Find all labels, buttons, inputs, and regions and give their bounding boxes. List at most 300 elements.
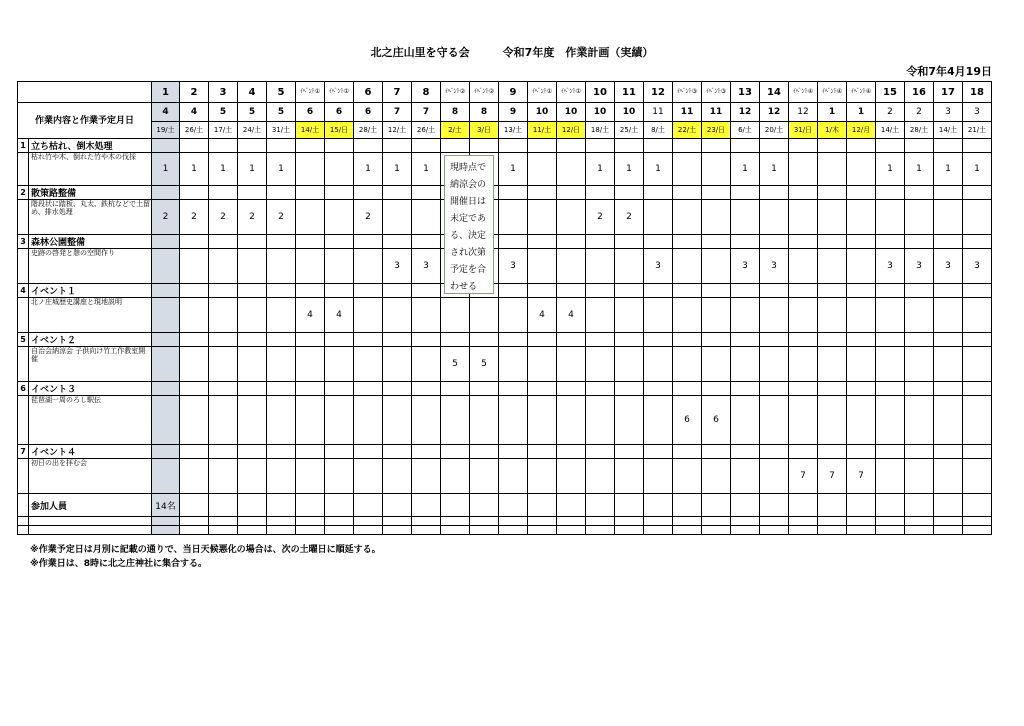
column-head: 16 <box>905 82 934 103</box>
month-cell: 1 <box>818 103 847 122</box>
empty-cell <box>586 186 615 200</box>
plan-cell <box>731 459 760 494</box>
empty-cell <box>209 186 238 200</box>
empty-cell <box>847 333 876 347</box>
footnote-2: ※作業日は、8時に北之庄神社に集合する。 <box>30 559 208 569</box>
date-cell: 8/土 <box>644 122 673 139</box>
empty-cell <box>760 235 789 249</box>
plan-cell: 2 <box>209 200 238 235</box>
date-cell: 3/日 <box>470 122 499 139</box>
participants-cell <box>615 494 644 517</box>
plan-cell <box>238 298 267 333</box>
empty-cell <box>673 186 702 200</box>
column-head: 3 <box>209 82 238 103</box>
empty-cell <box>412 186 441 200</box>
plan-cell: 2 <box>152 200 180 235</box>
empty-cell <box>702 333 731 347</box>
empty-cell <box>470 382 499 396</box>
empty-cell <box>876 517 905 526</box>
empty-cell <box>152 526 180 535</box>
month-row <box>18 103 992 122</box>
participants-label: 参加人員 <box>29 494 152 517</box>
plan-cell <box>731 298 760 333</box>
empty-cell <box>905 517 934 526</box>
month-cell: 6 <box>354 103 383 122</box>
column-head: 10 <box>586 82 615 103</box>
empty-cell <box>18 298 29 333</box>
empty-cell <box>383 526 412 535</box>
column-head: 6 <box>354 82 383 103</box>
empty-cell <box>615 333 644 347</box>
column-head: 11 <box>615 82 644 103</box>
empty-cell <box>760 445 789 459</box>
empty-cell <box>557 235 586 249</box>
empty-cell <box>528 235 557 249</box>
empty-cell <box>180 526 209 535</box>
empty-cell <box>905 284 934 298</box>
plan-cell <box>963 396 992 445</box>
column-head: 4 <box>238 82 267 103</box>
participants-cell <box>267 494 296 517</box>
plan-cell <box>412 298 441 333</box>
plan-cell <box>354 249 383 284</box>
empty-cell <box>18 396 29 445</box>
plan-cell: 1 <box>876 153 905 186</box>
empty-cell <box>296 139 325 153</box>
date-cell: 18/土 <box>586 122 615 139</box>
month-cell: 12 <box>760 103 789 122</box>
empty-cell <box>267 517 296 526</box>
empty-cell <box>152 382 180 396</box>
empty-cell <box>238 284 267 298</box>
empty-cell <box>296 382 325 396</box>
plan-cell <box>847 200 876 235</box>
empty-cell <box>325 284 354 298</box>
header-blank <box>18 82 152 103</box>
plan-cell <box>760 298 789 333</box>
empty-cell <box>209 333 238 347</box>
empty-cell <box>673 445 702 459</box>
empty-cell <box>441 333 470 347</box>
empty-cell <box>238 526 267 535</box>
plan-cell <box>818 200 847 235</box>
empty-cell <box>470 526 499 535</box>
plan-cell: 3 <box>760 249 789 284</box>
plan-cell: 3 <box>412 249 441 284</box>
empty-cell <box>29 517 152 526</box>
plan-cell: 1 <box>731 153 760 186</box>
date-cell: 12/土 <box>383 122 412 139</box>
empty-cell <box>180 382 209 396</box>
empty-cell <box>499 235 528 249</box>
section-detail-row <box>18 459 992 494</box>
section-description: 史跡の啓発と憩の空間作り <box>29 249 152 284</box>
empty-cell <box>412 235 441 249</box>
plan-cell: 1 <box>238 153 267 186</box>
empty-cell <box>267 382 296 396</box>
plan-cell <box>499 298 528 333</box>
plan-cell: 3 <box>905 249 934 284</box>
empty-cell <box>644 382 673 396</box>
empty-cell <box>731 333 760 347</box>
empty-cell <box>470 139 499 153</box>
empty-cell <box>760 333 789 347</box>
plan-cell <box>412 200 441 235</box>
section-title: 立ち枯れ、倒木処理 <box>29 139 152 153</box>
header-label: 作業内容と作業予定月日 <box>18 103 152 139</box>
empty-cell <box>325 382 354 396</box>
month-cell: 4 <box>152 103 180 122</box>
plan-cell: 3 <box>383 249 412 284</box>
empty-cell <box>615 186 644 200</box>
empty-cell <box>383 139 412 153</box>
plan-cell <box>760 347 789 382</box>
empty-cell <box>586 382 615 396</box>
plan-cell <box>731 200 760 235</box>
empty-cell <box>789 517 818 526</box>
empty-cell <box>789 526 818 535</box>
footnote-1: ※作業予定日は月別に記載の通りで、当日天候悪化の場合は、次の土曜日に順延する。 <box>30 545 381 555</box>
plan-cell <box>876 298 905 333</box>
plan-cell <box>528 153 557 186</box>
empty-cell <box>499 139 528 153</box>
plan-cell <box>760 459 789 494</box>
participants-cell <box>296 494 325 517</box>
empty-cell <box>644 139 673 153</box>
empty-cell <box>934 186 963 200</box>
section-title: イベント１ <box>29 284 152 298</box>
plan-cell: 1 <box>152 153 180 186</box>
plan-cell: 2 <box>238 200 267 235</box>
empty-cell <box>18 494 29 517</box>
plan-cell <box>934 459 963 494</box>
column-head: ｲﾍﾞﾝﾄ① <box>325 82 354 103</box>
plan-cell <box>847 153 876 186</box>
month-cell: 8 <box>441 103 470 122</box>
empty-cell <box>702 517 731 526</box>
date-cell: 2/土 <box>441 122 470 139</box>
plan-cell <box>238 347 267 382</box>
empty-cell <box>760 382 789 396</box>
plan-cell: 1 <box>412 153 441 186</box>
empty-cell <box>789 284 818 298</box>
plan-cell <box>354 347 383 382</box>
empty-cell <box>354 382 383 396</box>
empty-cell <box>296 445 325 459</box>
empty-cell <box>818 382 847 396</box>
date-cell: 15/日 <box>325 122 354 139</box>
empty-cell <box>731 284 760 298</box>
empty-cell <box>731 445 760 459</box>
participants-cell <box>731 494 760 517</box>
empty-cell <box>412 526 441 535</box>
empty-cell <box>238 186 267 200</box>
plan-cell: 4 <box>528 298 557 333</box>
empty-cell <box>383 235 412 249</box>
plan-cell: 1 <box>586 153 615 186</box>
plan-cell <box>586 396 615 445</box>
empty-cell <box>615 235 644 249</box>
section-title: イベント２ <box>29 333 152 347</box>
plan-cell <box>180 396 209 445</box>
month-cell: 10 <box>528 103 557 122</box>
plan-cell <box>760 200 789 235</box>
empty-cell <box>18 249 29 284</box>
plan-cell <box>905 396 934 445</box>
month-cell: 11 <box>702 103 731 122</box>
plan-cell <box>557 200 586 235</box>
plan-cell <box>528 396 557 445</box>
empty-cell <box>934 526 963 535</box>
section-description: 北ノ庄城歴史講座と現地説明 <box>29 298 152 333</box>
empty-cell <box>528 139 557 153</box>
empty-cell <box>760 139 789 153</box>
section-detail-row <box>18 200 992 235</box>
empty-cell <box>354 139 383 153</box>
month-cell: 6 <box>325 103 354 122</box>
participants-cell <box>325 494 354 517</box>
date-cell: 11/土 <box>528 122 557 139</box>
plan-cell <box>354 459 383 494</box>
column-head: 13 <box>731 82 760 103</box>
plan-cell: 1 <box>934 153 963 186</box>
plan-cell <box>238 459 267 494</box>
section-title-row <box>18 139 992 153</box>
empty-cell <box>267 186 296 200</box>
plan-cell: 1 <box>180 153 209 186</box>
plan-cell: 2 <box>354 200 383 235</box>
plan-cell <box>731 347 760 382</box>
plan-cell: 5 <box>470 347 499 382</box>
plan-cell <box>702 459 731 494</box>
empty-cell <box>412 284 441 298</box>
empty-cell <box>557 382 586 396</box>
month-cell: 11 <box>673 103 702 122</box>
empty-cell <box>789 382 818 396</box>
plan-cell <box>615 396 644 445</box>
empty-cell <box>963 445 992 459</box>
empty-cell <box>876 526 905 535</box>
plan-cell <box>557 153 586 186</box>
empty-cell <box>209 284 238 298</box>
empty-cell <box>586 333 615 347</box>
empty-cell <box>702 186 731 200</box>
participants-cell <box>383 494 412 517</box>
plan-cell <box>789 396 818 445</box>
month-cell: 10 <box>615 103 644 122</box>
plan-cell <box>934 347 963 382</box>
empty-cell <box>963 517 992 526</box>
date-cell: 26/土 <box>412 122 441 139</box>
empty-cell <box>818 333 847 347</box>
plan-cell <box>180 347 209 382</box>
plan-cell <box>586 459 615 494</box>
empty-cell <box>18 200 29 235</box>
empty-cell <box>702 445 731 459</box>
empty-cell <box>818 139 847 153</box>
empty-cell <box>412 139 441 153</box>
plan-cell: 1 <box>354 153 383 186</box>
plan-cell <box>615 347 644 382</box>
date-cell: 22/土 <box>673 122 702 139</box>
footnotes <box>30 543 381 571</box>
plan-cell <box>702 200 731 235</box>
empty-cell <box>528 284 557 298</box>
plan-cell <box>615 459 644 494</box>
plan-cell: 6 <box>702 396 731 445</box>
plan-cell <box>673 153 702 186</box>
empty-cell <box>383 517 412 526</box>
empty-cell <box>673 382 702 396</box>
month-cell: 5 <box>209 103 238 122</box>
plan-cell <box>267 298 296 333</box>
plan-cell <box>441 459 470 494</box>
section-number: 6 <box>18 382 29 396</box>
empty-cell <box>789 139 818 153</box>
participants-cell <box>673 494 702 517</box>
plan-cell <box>383 396 412 445</box>
date-cell: 23/日 <box>702 122 731 139</box>
empty-cell <box>152 186 180 200</box>
participants-cell <box>847 494 876 517</box>
empty-cell <box>354 517 383 526</box>
empty-cell <box>876 382 905 396</box>
empty-cell <box>296 186 325 200</box>
plan-cell <box>789 153 818 186</box>
empty-cell <box>180 139 209 153</box>
plan-cell <box>267 396 296 445</box>
plan-cell <box>383 200 412 235</box>
empty-cell <box>267 235 296 249</box>
plan-cell <box>180 249 209 284</box>
empty-cell <box>934 445 963 459</box>
month-cell: 11 <box>644 103 673 122</box>
empty-cell <box>152 445 180 459</box>
plan-cell <box>818 153 847 186</box>
plan-cell <box>644 396 673 445</box>
month-cell: 3 <box>934 103 963 122</box>
empty-cell <box>267 284 296 298</box>
empty-cell <box>789 333 818 347</box>
plan-cell <box>325 459 354 494</box>
empty-cell <box>354 333 383 347</box>
plan-cell: 1 <box>615 153 644 186</box>
plan-cell <box>557 347 586 382</box>
callout-note: 現時点で納涼会の開催日は未定である、決定され次第予定を合わせる <box>444 155 494 294</box>
empty-cell <box>847 284 876 298</box>
empty-cell <box>354 526 383 535</box>
empty-cell <box>673 526 702 535</box>
plan-cell <box>325 347 354 382</box>
plan-cell <box>296 153 325 186</box>
empty-cell <box>18 153 29 186</box>
empty-cell <box>702 139 731 153</box>
date-cell: 12/日 <box>557 122 586 139</box>
empty-cell <box>296 284 325 298</box>
plan-cell <box>499 200 528 235</box>
section-detail-row <box>18 153 992 186</box>
plan-cell <box>180 298 209 333</box>
plan-cell <box>528 347 557 382</box>
column-head: ｲﾍﾞﾝﾄ② <box>441 82 470 103</box>
empty-cell <box>760 526 789 535</box>
empty-cell <box>528 382 557 396</box>
plan-cell <box>644 459 673 494</box>
plan-cell: 1 <box>209 153 238 186</box>
empty-cell <box>267 445 296 459</box>
plan-cell <box>180 459 209 494</box>
date-cell: 24/土 <box>238 122 267 139</box>
participants-cell <box>644 494 673 517</box>
empty-cell <box>876 139 905 153</box>
empty-cell <box>18 347 29 382</box>
empty-cell <box>818 186 847 200</box>
empty-cell <box>934 517 963 526</box>
plan-cell: 1 <box>644 153 673 186</box>
month-cell: 5 <box>238 103 267 122</box>
empty-cell <box>963 139 992 153</box>
empty-cell <box>152 139 180 153</box>
empty-cell <box>209 445 238 459</box>
column-head: ｲﾍﾞﾝﾄ① <box>528 82 557 103</box>
participants-cell <box>586 494 615 517</box>
plan-cell <box>209 396 238 445</box>
empty-cell <box>760 517 789 526</box>
empty-cell <box>29 526 152 535</box>
plan-cell <box>470 298 499 333</box>
empty-cell <box>180 186 209 200</box>
plan-cell <box>267 459 296 494</box>
empty-cell <box>499 284 528 298</box>
empty-cell <box>354 445 383 459</box>
empty-cell <box>644 333 673 347</box>
plan-cell <box>441 298 470 333</box>
empty-cell <box>18 517 29 526</box>
empty-cell <box>180 517 209 526</box>
column-head: ｲﾍﾞﾝﾄ④ <box>847 82 876 103</box>
plan-cell <box>934 298 963 333</box>
empty-cell <box>847 235 876 249</box>
plan-cell <box>267 249 296 284</box>
plan-cell <box>673 200 702 235</box>
plan-cell <box>354 298 383 333</box>
empty-cell <box>818 445 847 459</box>
plan-cell <box>934 200 963 235</box>
month-cell: 6 <box>296 103 325 122</box>
empty-cell <box>702 235 731 249</box>
plan-cell: 1 <box>760 153 789 186</box>
column-head: ｲﾍﾞﾝﾄ③ <box>673 82 702 103</box>
month-cell: 2 <box>905 103 934 122</box>
empty-cell <box>673 139 702 153</box>
empty-cell <box>586 445 615 459</box>
plan-cell: 2 <box>267 200 296 235</box>
plan-cell <box>644 298 673 333</box>
empty-cell <box>325 235 354 249</box>
empty-cell <box>180 333 209 347</box>
plan-cell: 7 <box>847 459 876 494</box>
empty-cell <box>876 284 905 298</box>
empty-cell <box>180 445 209 459</box>
empty-cell <box>731 517 760 526</box>
empty-cell <box>934 382 963 396</box>
plan-cell <box>209 459 238 494</box>
plan-cell <box>209 347 238 382</box>
date-row <box>18 122 992 139</box>
plan-cell <box>963 347 992 382</box>
empty-cell <box>152 284 180 298</box>
empty-cell <box>441 517 470 526</box>
